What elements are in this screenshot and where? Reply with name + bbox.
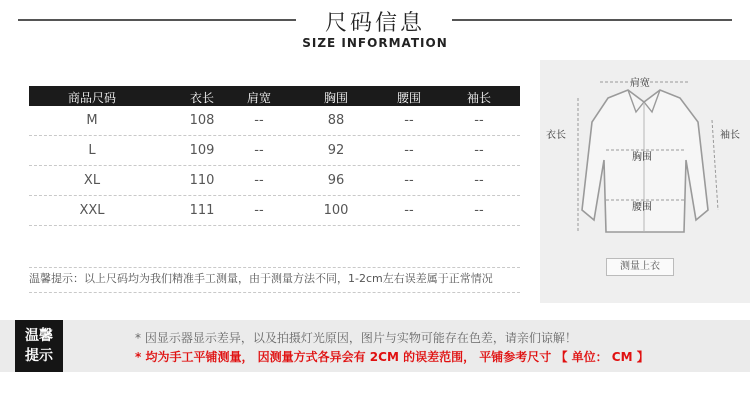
table-row-empty xyxy=(29,226,520,268)
table-cell: -- xyxy=(254,113,264,128)
table-cell: 111 xyxy=(189,203,215,218)
table-cell: -- xyxy=(404,143,414,158)
column-header: 衣长 xyxy=(189,91,214,105)
measurement-note: 温馨提示：以上尺码均为我们精准手工测量，由于测量方法不同，1-2cm左右误差属于正常情况 xyxy=(29,272,493,285)
table-cell: -- xyxy=(474,173,484,188)
table-cell: M xyxy=(86,113,98,128)
column-header: 腰围 xyxy=(396,91,421,105)
size-table xyxy=(29,86,520,268)
table-cell: -- xyxy=(474,143,484,158)
column-header: 商品尺码 xyxy=(67,91,116,105)
label-chest: 胸围 xyxy=(632,152,652,163)
table-cell: XXL xyxy=(79,203,105,218)
column-header: 胸围 xyxy=(323,91,348,105)
table-cell: 96 xyxy=(327,173,345,188)
diagram-caption: 测量上衣 xyxy=(606,258,674,276)
label-waist: 腰围 xyxy=(632,202,652,213)
sleeve-arrow xyxy=(712,120,718,210)
table-cell: -- xyxy=(404,113,414,128)
table-cell: -- xyxy=(404,203,414,218)
shirt-illustration xyxy=(540,60,750,260)
table-cell: 110 xyxy=(189,173,215,188)
table-cell: L xyxy=(88,143,96,158)
table-row xyxy=(29,196,520,226)
tips-text-measure-note: * 均为手工平铺测量， 因测量方式各异会有 2CM 的误差范围， 平铺参考尺寸 【 单位： CM 】 xyxy=(135,350,649,364)
tips-text-color-note: * 因显示器显示差异，以及拍摄灯光原因，图片与实物可能存在色差，请亲们谅解！ xyxy=(135,331,577,345)
title-english: SIZE INFORMATION xyxy=(302,36,448,50)
table-cell: -- xyxy=(254,203,264,218)
table-row xyxy=(29,136,520,166)
table-cell: 88 xyxy=(327,113,345,128)
table-cell: -- xyxy=(404,173,414,188)
section-header xyxy=(0,0,750,60)
table-header xyxy=(29,86,520,106)
measurement-diagram xyxy=(540,60,750,303)
tips-badge-line1: 温馨 xyxy=(25,328,53,344)
table-row xyxy=(29,106,520,136)
table-cell: 92 xyxy=(327,143,345,158)
divider xyxy=(29,292,520,293)
table-cell: 109 xyxy=(189,143,215,158)
tips-badge xyxy=(15,320,63,372)
label-shoulder: 肩宽 xyxy=(630,78,650,89)
column-header: 袖长 xyxy=(466,91,491,105)
table-cell: -- xyxy=(254,143,264,158)
tips-bar xyxy=(0,320,750,372)
table-cell: XL xyxy=(83,173,101,188)
table-cell: 100 xyxy=(323,203,349,218)
table-cell: -- xyxy=(254,173,264,188)
table-row xyxy=(29,166,520,196)
table-cell: 108 xyxy=(189,113,215,128)
header-rule-left xyxy=(18,19,296,21)
table-cell: -- xyxy=(474,203,484,218)
table-cell: -- xyxy=(474,113,484,128)
tips-badge-line2: 提示 xyxy=(25,348,53,364)
label-length: 衣长 xyxy=(546,130,566,141)
label-sleeve: 袖长 xyxy=(720,130,740,141)
title-chinese: 尺码信息 xyxy=(324,11,425,36)
header-rule-right xyxy=(452,19,732,21)
column-header: 肩宽 xyxy=(246,91,271,105)
